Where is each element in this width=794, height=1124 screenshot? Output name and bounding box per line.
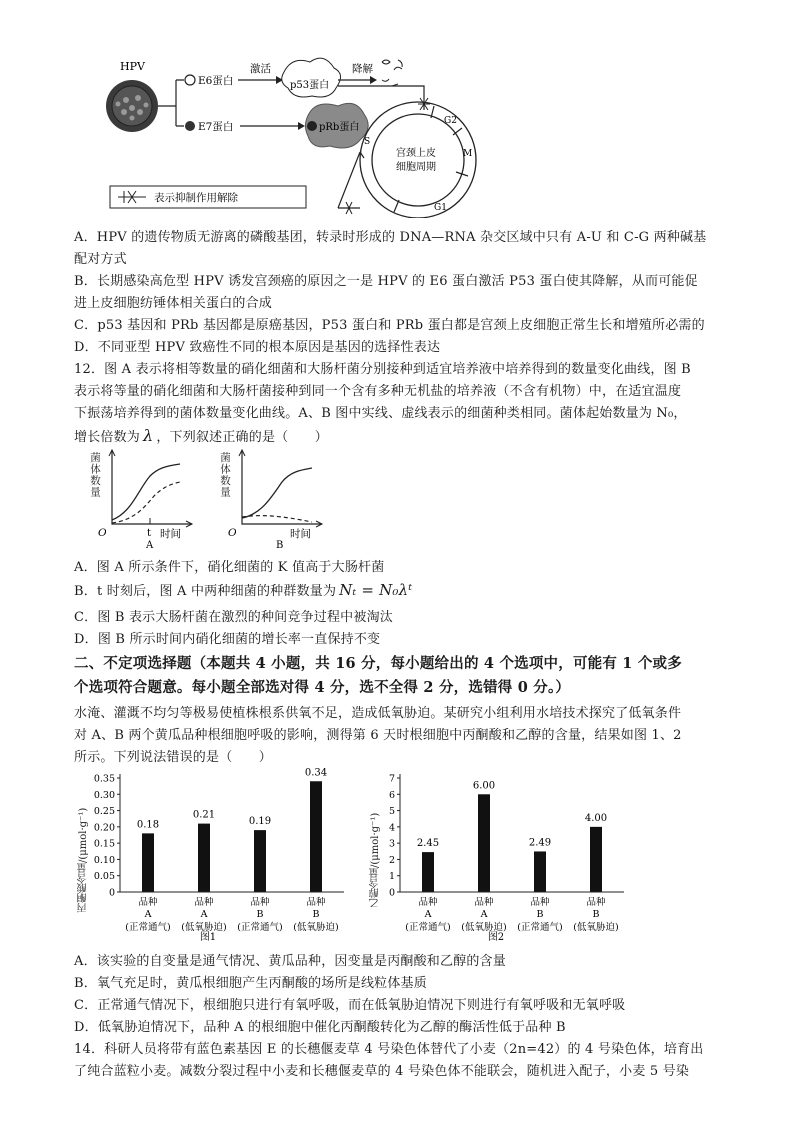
c2-ytick-label: 3 xyxy=(388,838,395,850)
chart-1-title: 图1 xyxy=(199,932,217,942)
q12-stem-line4-a: 增长倍数为 xyxy=(74,430,141,445)
q13-option-b: B．氧气充足时，黄瓜根细胞产生丙酮酸的场所是线粒体基质 xyxy=(74,976,427,991)
cell-cycle-ring xyxy=(360,102,476,218)
q13-option-c: C．正常通气情况下，根细胞只进行有氧呼吸，而在低氧胁迫情况下则进行有氧呼吸和无氧呼吸 xyxy=(74,998,626,1013)
legend-text: 表示抑制作用解除 xyxy=(154,192,238,204)
c2-category-label: A xyxy=(480,909,488,920)
graph-b xyxy=(239,450,322,527)
phase-m-label: M xyxy=(463,149,473,159)
section2-heading-line1: 二、不定项选择题（本题共 4 小题，共 16 分，每小题给出的 4 个选项中，可能有 1 个或多 xyxy=(74,655,682,672)
q12-stem-line2: 表示将等量的硝化细菌和大肠杆菌接种到同一个含有多种无机盐的培养液（不含有机物）中，在适宜温度 xyxy=(74,384,682,399)
c1-condition-label: (低氧胁迫) xyxy=(293,922,339,933)
graph-b-xlabel: 时间 xyxy=(290,528,311,540)
q12-option-b-text: B．t 时刻后，图 A 中两种细菌的种群数量为 xyxy=(74,584,337,599)
chart-2-ticks xyxy=(389,774,400,899)
degraded-fragments-icon xyxy=(382,60,402,86)
q12-stem-line4 xyxy=(74,426,328,445)
chart-2-title: 图2 xyxy=(487,932,505,942)
c2-value-label: 6.00 xyxy=(472,780,496,792)
degrade-label: 降解 xyxy=(352,63,373,75)
c2-condition-label: (低氧胁迫) xyxy=(461,922,507,933)
c2-ytick-label: 1 xyxy=(388,871,395,883)
c2-ytick-label: 0 xyxy=(388,887,395,899)
q11-option-a: A．HPV 的遗传物质无游离的磷酸基团，转录时形成的 DNA—RNA 杂交区域中只有 A-U 和 C-G 两种碱基 xyxy=(74,230,707,245)
c1-value-label: 0.19 xyxy=(248,816,272,828)
graph-b-ylabel-vertical: 菌体数量 xyxy=(219,452,231,498)
c1-condition-label: (正常通气) xyxy=(237,922,283,933)
e6-marker xyxy=(185,75,195,85)
graph-a-title: A xyxy=(146,540,154,550)
phase-g2-label: G2 xyxy=(444,116,457,126)
c2-value-label: 2.45 xyxy=(416,838,440,850)
c1-value-label: 0.18 xyxy=(136,819,160,831)
q11-option-a-cont: 配对方式 xyxy=(74,252,127,267)
graph-a-dashed-curve xyxy=(112,482,180,523)
c1-ytick-label: 0.15 xyxy=(93,838,115,850)
c2-category-label: B xyxy=(536,909,544,920)
c2-category-label: 品种 xyxy=(530,897,550,908)
c2-condition-label: (正常通气) xyxy=(405,922,451,933)
section2-heading-line2: 个选项符合题意。每小题全部选对得 4 分，选不全得 2 分，选错得 0 分。） xyxy=(74,679,571,696)
c1-ytick-label: 0.25 xyxy=(93,806,115,818)
c1-bar xyxy=(310,781,322,892)
c1-ytick-label: 0.10 xyxy=(93,854,115,866)
p53-protein-shape xyxy=(282,58,341,97)
c1-category-label: B xyxy=(312,909,320,920)
graph-a-solid-curve xyxy=(112,464,180,520)
c1-ytick-label: 0.05 xyxy=(93,871,115,883)
c1-ytick-label: 0 xyxy=(108,887,115,899)
lambda-symbol: λ xyxy=(143,426,154,445)
c2-ytick-label: 7 xyxy=(388,773,395,785)
c2-category-label: B xyxy=(592,909,600,920)
q12-option-d: D．图 B 所示时间内硝化细菌的增长率一直保持不变 xyxy=(74,632,381,647)
chart-1-ylabel: 丙酮酸含量/(μmol·g⁻¹) xyxy=(78,807,89,913)
c2-ytick-label: 5 xyxy=(388,806,395,818)
c2-ytick-label: 6 xyxy=(388,789,395,801)
chart-2 xyxy=(366,766,630,942)
chart-1-ticks xyxy=(94,774,120,899)
activate-label: 激活 xyxy=(250,63,271,75)
q11-option-c: C．p53 基因和 PRb 基因都是原癌基因，P53 蛋白和 PRb 蛋白都是宫颈上皮细胞正常生长和增殖所必需的 xyxy=(74,318,705,333)
c2-condition-label: (低氧胁迫) xyxy=(573,922,619,933)
c1-value-label: 0.34 xyxy=(304,767,328,779)
c2-ytick-label: 2 xyxy=(388,854,395,866)
q13-stem-line3: 所示。下列说法错误的是（ ） xyxy=(74,750,273,765)
q11-option-d: D．不同亚型 HPV 致癌性不同的根本原因是基因的选择性表达 xyxy=(74,340,441,355)
c1-category-label: 品种 xyxy=(138,897,158,908)
e6-label: E6蛋白 xyxy=(198,75,234,87)
graph-b-dashed-curve xyxy=(242,516,312,522)
c1-bar xyxy=(198,824,210,892)
chart-2-bars xyxy=(405,780,618,933)
q12-stem-line4-b: ，下列叙述正确的是（ ） xyxy=(156,430,328,445)
chart-1 xyxy=(74,766,364,942)
c1-category-label: 品种 xyxy=(250,897,270,908)
hpv-label: HPV xyxy=(120,60,145,73)
chart-2-ylabel: 乙醇含量/(μmol·g⁻¹) xyxy=(370,812,381,908)
e7-marker xyxy=(185,121,195,131)
p53-label: p53蛋白 xyxy=(290,80,330,91)
q12-option-a: A．图 A 所示条件下，硝化细菌的 K 值高于大肠杆菌 xyxy=(74,560,385,575)
q12-option-c: C．图 B 表示大肠杆菌在激烈的种间竞争过程中被淘汰 xyxy=(74,610,393,625)
c1-category-label: B xyxy=(256,909,264,920)
q14-stem-line1: 14．科研人员将带有蓝色素基因 E 的长穗偃麦草 4 号染色体替代了小麦（2n=42）的 4 号染色体，培育出 xyxy=(74,1042,704,1057)
c2-category-label: 品种 xyxy=(586,897,606,908)
q13-stem-line2: 对 A、B 两个黄瓜品种根细胞呼吸的影响，测得第 6 天时根细胞中丙酮酸和乙醇的含量，结果如图 1、2 xyxy=(74,728,682,743)
c1-condition-label: (正常通气) xyxy=(125,922,171,933)
graph-b-title: B xyxy=(276,540,284,550)
q14-stem-line2: 了纯合蓝粒小麦。减数分裂过程中小麦和长穗偃麦草的 4 号染色体不能联会，随机进入配子，小麦 5 号染 xyxy=(74,1064,690,1079)
phase-g1-label: G1 xyxy=(434,203,447,213)
c2-category-label: A xyxy=(424,909,432,920)
hpv-virus-icon xyxy=(106,80,158,132)
q13-stem-line1: 水淹、灌溉不均匀等极易使植株根系供氧不足，造成低氧胁迫。某研究小组利用水培技术探究了低氧条件 xyxy=(74,706,682,721)
c2-category-label: 品种 xyxy=(474,897,494,908)
c2-category-label: 品种 xyxy=(418,897,438,908)
graph-b-solid-curve xyxy=(242,468,312,518)
c2-value-label: 2.49 xyxy=(528,837,552,849)
c2-value-label: 4.00 xyxy=(584,812,608,824)
q12-option-b xyxy=(74,580,412,599)
q12-stem-line3: 下振荡培养得到的菌体数量变化曲线。A、B 图中实线、虚线表示的细菌种类相同。菌体起始数量为 N₀， xyxy=(74,406,687,421)
q12-stem-line1: 12．图 A 表示将相等数量的硝化细菌和大肠杆菌分别接种到适宜培养液中培养得到的数量变化曲线，图 B xyxy=(74,362,691,377)
c1-bar xyxy=(142,833,154,892)
graph-a-xlabel: 时间 xyxy=(160,528,181,540)
q11-option-b: B．长期感染高危型 HPV 诱发宫颈癌的原因之一是 HPV 的 E6 蛋白激活 P53 蛋白使其降解，从而可能促 xyxy=(74,274,698,289)
chart-1-bars xyxy=(125,767,338,933)
c1-category-label: A xyxy=(200,909,208,920)
c1-bar xyxy=(254,830,266,892)
graph-a-ylabel-vertical: 菌体数量 xyxy=(89,452,101,498)
c1-condition-label: (低氧胁迫) xyxy=(181,922,227,933)
c1-value-label: 0.21 xyxy=(192,809,216,821)
hpv-cell-cycle-diagram xyxy=(98,48,488,218)
c1-category-label: 品种 xyxy=(306,897,326,908)
c2-ytick-label: 4 xyxy=(388,822,395,834)
prb-label: pRb蛋白 xyxy=(319,122,360,133)
e7-label: E7蛋白 xyxy=(198,121,234,133)
q12-formula: Nₜ = N₀λᵗ xyxy=(339,581,413,599)
c2-bar xyxy=(534,851,546,892)
c2-bar xyxy=(590,827,602,892)
q13-option-a: A．该实验的自变量是通气情况、黄瓜品种，因变量是丙酮酸和乙醇的含量 xyxy=(74,954,506,969)
c2-condition-label: (正常通气) xyxy=(517,922,563,933)
cycle-label-2: 细胞周期 xyxy=(396,162,436,173)
q11-option-b-cont: 进上皮细胞纺锤体相关蛋白的合成 xyxy=(74,296,273,311)
c1-category-label: A xyxy=(144,909,152,920)
c1-ytick-label: 0.35 xyxy=(93,773,115,785)
graph-b-origin: O xyxy=(228,527,237,539)
graph-a-origin: O xyxy=(98,527,107,539)
cycle-label-1: 宫颈上皮 xyxy=(396,148,436,159)
c1-ytick-label: 0.30 xyxy=(93,789,115,801)
c1-ytick-label: 0.20 xyxy=(93,822,115,834)
c2-bar xyxy=(478,794,490,892)
graph-a-t: t xyxy=(147,528,152,539)
phase-s-label: S xyxy=(364,137,371,147)
q13-option-d: D．低氧胁迫情况下，品种 A 的根细胞中催化丙酮酸转化为乙醇的酶活性低于品种 B xyxy=(74,1020,566,1035)
c2-bar xyxy=(422,852,434,892)
c1-category-label: 品种 xyxy=(194,897,214,908)
graph-a xyxy=(109,450,192,527)
